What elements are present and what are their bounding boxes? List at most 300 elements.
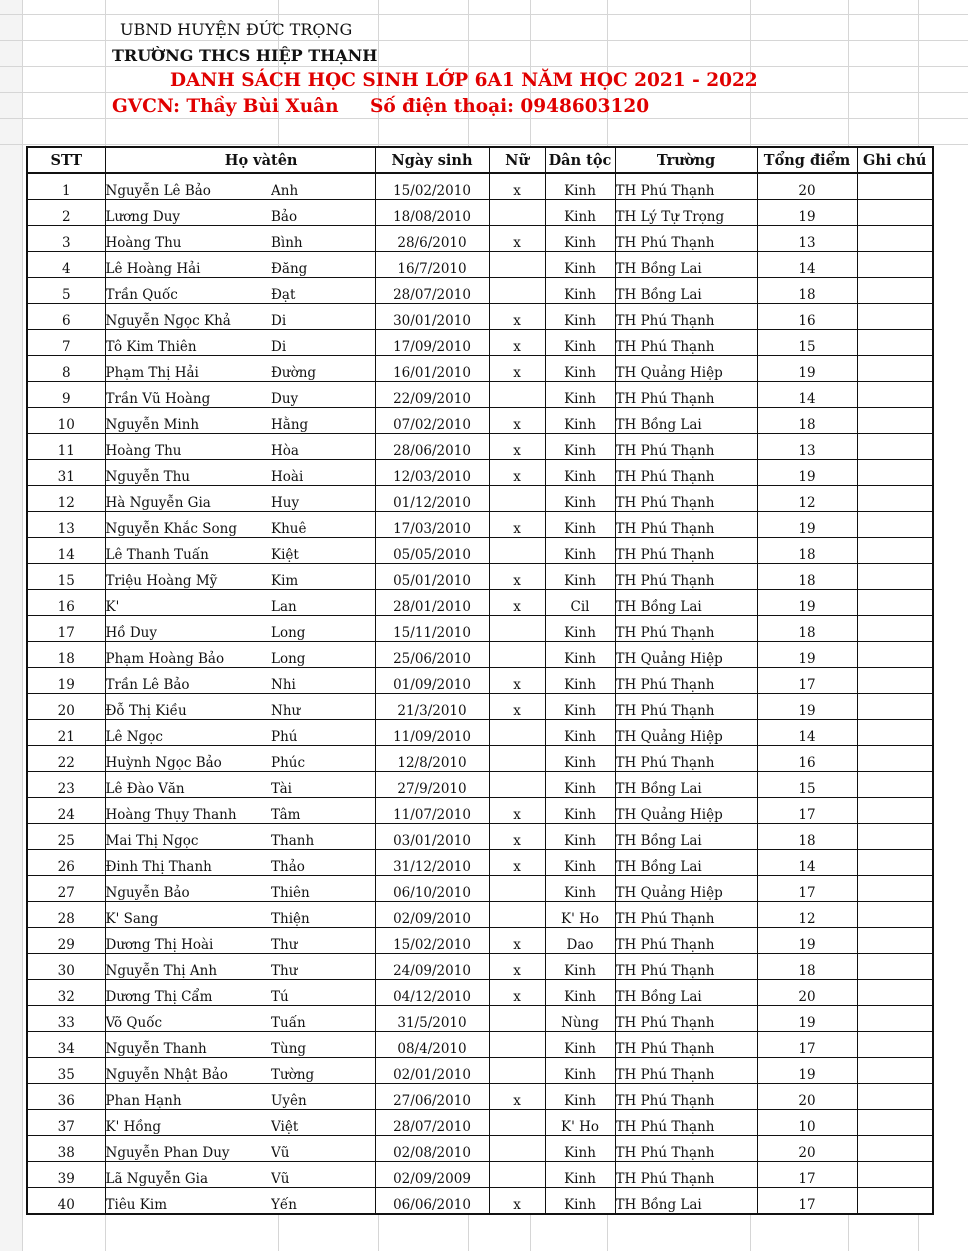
cell-score: 17 — [757, 1032, 857, 1058]
cell-score: 17 — [757, 798, 857, 824]
cell-ho: Phạm Thị Hải — [105, 356, 271, 382]
cell-note — [857, 668, 933, 694]
cell-school: TH Bồng Lai — [615, 278, 757, 304]
table-row — [27, 538, 933, 564]
cell-note — [857, 850, 933, 876]
cell-stt: 14 — [27, 538, 105, 564]
cell-school: TH Quảng Hiệp — [615, 720, 757, 746]
table-row — [27, 902, 933, 928]
cell-note — [857, 1188, 933, 1215]
table-row — [27, 798, 933, 824]
cell-ho: Hồ Duy — [105, 616, 271, 642]
cell-dob: 15/02/2010 — [375, 173, 489, 200]
cell-female — [489, 278, 545, 304]
cell-school: TH Phú Thạnh — [615, 1006, 757, 1032]
cell-ho: Trần Lê Bảo — [105, 668, 271, 694]
cell-ethnic: Kinh — [545, 850, 615, 876]
cell-score: 17 — [757, 876, 857, 902]
cell-stt: 2 — [27, 200, 105, 226]
cell-dob: 28/01/2010 — [375, 590, 489, 616]
cell-ethnic: Kinh — [545, 226, 615, 252]
cell-school: TH Bồng Lai — [615, 980, 757, 1006]
cell-female: x — [489, 694, 545, 720]
table-row — [27, 642, 933, 668]
cell-school: TH Phú Thạnh — [615, 694, 757, 720]
cell-dob: 28/07/2010 — [375, 278, 489, 304]
cell-ethnic: Kinh — [545, 538, 615, 564]
col-score: Tổng điểm — [757, 147, 857, 173]
homeroom-teacher: GVCN: Thầy Bùi Xuân — [112, 96, 339, 117]
cell-note — [857, 382, 933, 408]
col-school: Trường — [615, 147, 757, 173]
cell-ho: Lương Duy — [105, 200, 271, 226]
table-row — [27, 564, 933, 590]
table-row — [27, 746, 933, 772]
table-row — [27, 434, 933, 460]
cell-ethnic: Kinh — [545, 1032, 615, 1058]
cell-score: 19 — [757, 694, 857, 720]
cell-score: 18 — [757, 408, 857, 434]
cell-ethnic: Kinh — [545, 1058, 615, 1084]
cell-female — [489, 252, 545, 278]
cell-female: x — [489, 850, 545, 876]
cell-note — [857, 408, 933, 434]
cell-school: TH Phú Thạnh — [615, 902, 757, 928]
cell-female — [489, 616, 545, 642]
cell-note — [857, 564, 933, 590]
cell-stt: 31 — [27, 460, 105, 486]
cell-dob: 02/01/2010 — [375, 1058, 489, 1084]
cell-ethnic: K' Ho — [545, 1110, 615, 1136]
cell-stt: 24 — [27, 798, 105, 824]
cell-school: TH Bồng Lai — [615, 824, 757, 850]
cell-ho: Hoàng Thu — [105, 226, 271, 252]
cell-female: x — [489, 590, 545, 616]
cell-score: 15 — [757, 772, 857, 798]
cell-stt: 23 — [27, 772, 105, 798]
col-female: Nữ — [489, 147, 545, 173]
cell-dob: 17/03/2010 — [375, 512, 489, 538]
cell-ho: Nguyễn Bảo — [105, 876, 271, 902]
cell-ten: Vũ — [271, 1136, 375, 1162]
cell-stt: 16 — [27, 590, 105, 616]
cell-ethnic: Kinh — [545, 304, 615, 330]
cell-ho: Võ Quốc — [105, 1006, 271, 1032]
cell-ten: Tâm — [271, 798, 375, 824]
cell-ten: Tú — [271, 980, 375, 1006]
cell-note — [857, 980, 933, 1006]
cell-ten: Việt — [271, 1110, 375, 1136]
cell-ho: Mai Thị Ngọc — [105, 824, 271, 850]
cell-ethnic: Kinh — [545, 720, 615, 746]
cell-ten: Đạt — [271, 278, 375, 304]
district-name: UBND HUYỆN ĐỨC TRỌNG — [120, 20, 353, 39]
cell-school: TH Lý Tự Trọng — [615, 200, 757, 226]
cell-note — [857, 486, 933, 512]
cell-ho: Đỗ Thị Kiều — [105, 694, 271, 720]
table-row — [27, 928, 933, 954]
cell-note — [857, 772, 933, 798]
cell-ten: Tùng — [271, 1032, 375, 1058]
col-ten: tên — [271, 147, 375, 173]
table-row — [27, 668, 933, 694]
cell-school: TH Phú Thạnh — [615, 330, 757, 356]
cell-school: TH Bồng Lai — [615, 590, 757, 616]
cell-school: TH Phú Thạnh — [615, 954, 757, 980]
cell-stt: 18 — [27, 642, 105, 668]
cell-ho: Lê Đào Văn — [105, 772, 271, 798]
cell-stt: 11 — [27, 434, 105, 460]
cell-score: 16 — [757, 746, 857, 772]
cell-ten: Phúc — [271, 746, 375, 772]
cell-score: 12 — [757, 486, 857, 512]
cell-score: 20 — [757, 1136, 857, 1162]
cell-ethnic: Kinh — [545, 980, 615, 1006]
cell-score: 17 — [757, 668, 857, 694]
cell-ho: Hoàng Thu — [105, 434, 271, 460]
cell-dob: 28/07/2010 — [375, 1110, 489, 1136]
table-row — [27, 512, 933, 538]
cell-school: TH Phú Thạnh — [615, 538, 757, 564]
cell-ten: Như — [271, 694, 375, 720]
cell-school: TH Phú Thạnh — [615, 1084, 757, 1110]
cell-note — [857, 694, 933, 720]
cell-stt: 10 — [27, 408, 105, 434]
cell-ethnic: Kinh — [545, 798, 615, 824]
cell-female: x — [489, 1084, 545, 1110]
cell-school: TH Phú Thạnh — [615, 1136, 757, 1162]
cell-ten: Di — [271, 330, 375, 356]
cell-ho: Nguyễn Thị Anh — [105, 954, 271, 980]
cell-ethnic: Kinh — [545, 252, 615, 278]
cell-note — [857, 1058, 933, 1084]
table-row — [27, 1058, 933, 1084]
cell-score: 13 — [757, 434, 857, 460]
cell-ho: Nguyễn Lê Bảo — [105, 173, 271, 200]
cell-dob: 28/6/2010 — [375, 226, 489, 252]
cell-school: TH Phú Thạnh — [615, 460, 757, 486]
cell-note — [857, 538, 933, 564]
table-row — [27, 1188, 933, 1215]
cell-stt: 6 — [27, 304, 105, 330]
cell-note — [857, 1162, 933, 1188]
cell-female: x — [489, 564, 545, 590]
table-row — [27, 173, 933, 200]
cell-female — [489, 746, 545, 772]
cell-dob: 30/01/2010 — [375, 304, 489, 330]
table-row — [27, 616, 933, 642]
cell-ethnic: Kinh — [545, 1136, 615, 1162]
cell-ten: Hoài — [271, 460, 375, 486]
cell-ten: Yến — [271, 1188, 375, 1215]
cell-ho: Dương Thị Cẩm — [105, 980, 271, 1006]
cell-female — [489, 1058, 545, 1084]
cell-score: 19 — [757, 356, 857, 382]
cell-note — [857, 954, 933, 980]
cell-dob: 11/09/2010 — [375, 720, 489, 746]
cell-female: x — [489, 460, 545, 486]
cell-ho: Lê Ngọc — [105, 720, 271, 746]
col-note: Ghi chú — [857, 147, 933, 173]
cell-ethnic: Kinh — [545, 330, 615, 356]
cell-stt: 32 — [27, 980, 105, 1006]
document-header — [0, 0, 968, 140]
cell-note — [857, 798, 933, 824]
cell-ho: Hoàng Thụy Thanh — [105, 798, 271, 824]
cell-score: 19 — [757, 512, 857, 538]
cell-ethnic: Cil — [545, 590, 615, 616]
cell-female — [489, 876, 545, 902]
cell-stt: 35 — [27, 1058, 105, 1084]
cell-stt: 8 — [27, 356, 105, 382]
cell-note — [857, 720, 933, 746]
cell-note — [857, 1006, 933, 1032]
cell-ho: K' Hồng — [105, 1110, 271, 1136]
cell-score: 10 — [757, 1110, 857, 1136]
cell-ten: Phú — [271, 720, 375, 746]
cell-ho: Lã Nguyễn Gia — [105, 1162, 271, 1188]
cell-dob: 27/06/2010 — [375, 1084, 489, 1110]
cell-dob: 28/06/2010 — [375, 434, 489, 460]
cell-note — [857, 746, 933, 772]
cell-ethnic: Kinh — [545, 486, 615, 512]
cell-note — [857, 590, 933, 616]
cell-school: TH Bồng Lai — [615, 252, 757, 278]
cell-score: 19 — [757, 1006, 857, 1032]
cell-note — [857, 304, 933, 330]
cell-school: TH Phú Thạnh — [615, 173, 757, 200]
table-row — [27, 330, 933, 356]
cell-ethnic: Kinh — [545, 564, 615, 590]
cell-stt: 13 — [27, 512, 105, 538]
col-ho: Họ và — [105, 147, 271, 173]
cell-dob: 22/09/2010 — [375, 382, 489, 408]
cell-stt: 12 — [27, 486, 105, 512]
cell-ten: Đăng — [271, 252, 375, 278]
cell-school: TH Phú Thạnh — [615, 1110, 757, 1136]
cell-score: 19 — [757, 460, 857, 486]
cell-stt: 28 — [27, 902, 105, 928]
cell-dob: 05/01/2010 — [375, 564, 489, 590]
cell-score: 20 — [757, 980, 857, 1006]
cell-dob: 06/10/2010 — [375, 876, 489, 902]
col-ethnic: Dân tộc — [545, 147, 615, 173]
cell-stt: 30 — [27, 954, 105, 980]
cell-score: 18 — [757, 824, 857, 850]
cell-female — [489, 200, 545, 226]
cell-female — [489, 902, 545, 928]
cell-stt: 5 — [27, 278, 105, 304]
cell-score: 19 — [757, 590, 857, 616]
cell-ho: Nguyễn Thu — [105, 460, 271, 486]
cell-female: x — [489, 173, 545, 200]
phone-number: Số điện thoại: 0948603120 — [370, 96, 650, 117]
table-row — [27, 1032, 933, 1058]
table-row — [27, 1110, 933, 1136]
cell-dob: 25/06/2010 — [375, 642, 489, 668]
cell-school: TH Phú Thạnh — [615, 382, 757, 408]
cell-ethnic: Kinh — [545, 512, 615, 538]
table-row — [27, 1084, 933, 1110]
cell-ethnic: Kinh — [545, 668, 615, 694]
cell-dob: 27/9/2010 — [375, 772, 489, 798]
cell-ho: Nguyễn Phan Duy — [105, 1136, 271, 1162]
table-row — [27, 1006, 933, 1032]
cell-ho: K' Sang — [105, 902, 271, 928]
cell-dob: 01/12/2010 — [375, 486, 489, 512]
cell-note — [857, 1110, 933, 1136]
cell-school: TH Quảng Hiệp — [615, 356, 757, 382]
cell-ten: Uyên — [271, 1084, 375, 1110]
cell-female: x — [489, 408, 545, 434]
cell-ten: Đường — [271, 356, 375, 382]
table-row — [27, 694, 933, 720]
cell-stt: 7 — [27, 330, 105, 356]
table-row — [27, 304, 933, 330]
cell-score: 18 — [757, 278, 857, 304]
cell-dob: 15/11/2010 — [375, 616, 489, 642]
cell-note — [857, 200, 933, 226]
cell-score: 20 — [757, 1084, 857, 1110]
table-row — [27, 278, 933, 304]
cell-stt: 4 — [27, 252, 105, 278]
cell-ten: Long — [271, 642, 375, 668]
cell-dob: 15/02/2010 — [375, 928, 489, 954]
cell-school: TH Quảng Hiệp — [615, 642, 757, 668]
cell-dob: 16/7/2010 — [375, 252, 489, 278]
student-table — [26, 146, 934, 1215]
cell-ho: Nguyễn Khắc Song — [105, 512, 271, 538]
cell-dob: 11/07/2010 — [375, 798, 489, 824]
cell-female: x — [489, 798, 545, 824]
cell-dob: 02/09/2009 — [375, 1162, 489, 1188]
table-row — [27, 772, 933, 798]
cell-ten: Tài — [271, 772, 375, 798]
cell-note — [857, 642, 933, 668]
cell-note — [857, 252, 933, 278]
cell-ethnic: Kinh — [545, 278, 615, 304]
cell-ten: Tường — [271, 1058, 375, 1084]
cell-ten: Thanh — [271, 824, 375, 850]
cell-female: x — [489, 1188, 545, 1215]
cell-ethnic: Kinh — [545, 694, 615, 720]
cell-dob: 18/08/2010 — [375, 200, 489, 226]
cell-dob: 07/02/2010 — [375, 408, 489, 434]
cell-ho: Lê Thanh Tuấn — [105, 538, 271, 564]
row-header-strip — [0, 0, 23, 1251]
cell-school: TH Phú Thạnh — [615, 1058, 757, 1084]
cell-stt: 9 — [27, 382, 105, 408]
cell-school: TH Phú Thạnh — [615, 746, 757, 772]
cell-stt: 22 — [27, 746, 105, 772]
cell-dob: 08/4/2010 — [375, 1032, 489, 1058]
cell-ethnic: Kinh — [545, 642, 615, 668]
cell-ten: Hòa — [271, 434, 375, 460]
cell-female — [489, 642, 545, 668]
cell-female — [489, 486, 545, 512]
cell-ten: Anh — [271, 173, 375, 200]
cell-ethnic: Kinh — [545, 1084, 615, 1110]
cell-score: 14 — [757, 382, 857, 408]
cell-score: 18 — [757, 616, 857, 642]
cell-school: TH Bồng Lai — [615, 772, 757, 798]
cell-school: TH Phú Thạnh — [615, 1032, 757, 1058]
cell-score: 18 — [757, 538, 857, 564]
cell-note — [857, 1084, 933, 1110]
cell-ho: Phạm Hoàng Bảo — [105, 642, 271, 668]
cell-dob: 21/3/2010 — [375, 694, 489, 720]
cell-score: 14 — [757, 850, 857, 876]
cell-note — [857, 616, 933, 642]
table-row — [27, 876, 933, 902]
cell-dob: 12/03/2010 — [375, 460, 489, 486]
cell-dob: 16/01/2010 — [375, 356, 489, 382]
table-row — [27, 590, 933, 616]
table-row — [27, 954, 933, 980]
cell-stt: 34 — [27, 1032, 105, 1058]
cell-ten: Thảo — [271, 850, 375, 876]
cell-note — [857, 278, 933, 304]
cell-note — [857, 824, 933, 850]
cell-female — [489, 382, 545, 408]
cell-ho: K' — [105, 590, 271, 616]
table-row — [27, 1162, 933, 1188]
col-dob: Ngày sinh — [375, 147, 489, 173]
cell-score: 15 — [757, 330, 857, 356]
cell-ethnic: Kinh — [545, 173, 615, 200]
cell-school: TH Quảng Hiệp — [615, 876, 757, 902]
cell-female — [489, 720, 545, 746]
cell-ethnic: Kinh — [545, 1188, 615, 1215]
cell-dob: 12/8/2010 — [375, 746, 489, 772]
cell-stt: 25 — [27, 824, 105, 850]
cell-ho: Triệu Hoàng Mỹ — [105, 564, 271, 590]
cell-stt: 26 — [27, 850, 105, 876]
cell-school: TH Phú Thạnh — [615, 564, 757, 590]
table-row — [27, 408, 933, 434]
cell-score: 14 — [757, 720, 857, 746]
cell-ethnic: Dao — [545, 928, 615, 954]
cell-dob: 06/06/2010 — [375, 1188, 489, 1215]
cell-school: TH Bồng Lai — [615, 850, 757, 876]
cell-female: x — [489, 954, 545, 980]
cell-note — [857, 173, 933, 200]
cell-ten: Hằng — [271, 408, 375, 434]
cell-note — [857, 1136, 933, 1162]
cell-ho: Đinh Thị Thanh — [105, 850, 271, 876]
cell-ethnic: Kinh — [545, 772, 615, 798]
cell-stt: 15 — [27, 564, 105, 590]
cell-dob: 17/09/2010 — [375, 330, 489, 356]
cell-ten: Kim — [271, 564, 375, 590]
cell-dob: 02/08/2010 — [375, 1136, 489, 1162]
cell-dob: 05/05/2010 — [375, 538, 489, 564]
cell-female — [489, 1136, 545, 1162]
cell-stt: 40 — [27, 1188, 105, 1215]
cell-school: TH Phú Thạnh — [615, 304, 757, 330]
cell-score: 19 — [757, 928, 857, 954]
cell-female: x — [489, 330, 545, 356]
cell-note — [857, 928, 933, 954]
cell-dob: 31/5/2010 — [375, 1006, 489, 1032]
cell-note — [857, 876, 933, 902]
cell-score: 18 — [757, 564, 857, 590]
cell-school: TH Phú Thạnh — [615, 668, 757, 694]
table-row — [27, 226, 933, 252]
cell-ten: Lan — [271, 590, 375, 616]
cell-female — [489, 1032, 545, 1058]
cell-score: 17 — [757, 1188, 857, 1215]
